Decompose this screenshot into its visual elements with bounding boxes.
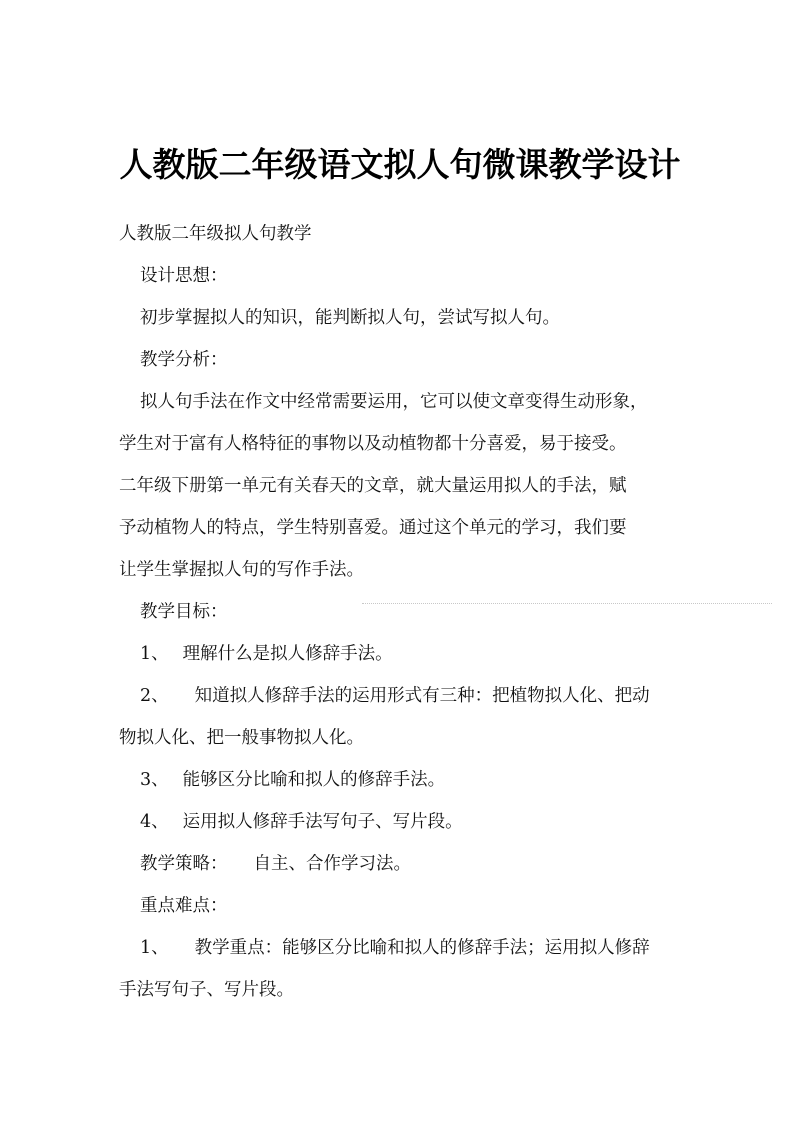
document-subtitle: 人教版二年级拟人句教学 [119, 224, 312, 244]
key-point-item-1 [140, 936, 650, 960]
analysis-line-3: 二年级下册第一单元有关春天的文章，就大量运用拟人的手法，赋 [119, 476, 627, 496]
key-points-heading: 重点难点： [140, 896, 228, 916]
objective-text: 运用拟人修辞手法写句子、写片段。 [182, 812, 463, 832]
objective-text: 理解什么是拟人修辞手法。 [182, 644, 393, 664]
strategy-text: 自主、合作学习法。 [253, 854, 411, 874]
key-point-number: 1、 [140, 938, 169, 958]
dotted-divider [362, 603, 772, 604]
objective-number: 2、 [140, 686, 169, 706]
analysis-line-4: 予动植物人的特点，学生特别喜爱。通过这个单元的学习，我们要 [119, 518, 627, 538]
objective-number: 4、 [140, 812, 169, 832]
strategy-heading: 教学策略： [140, 854, 228, 874]
objective-text: 能够区分比喻和拟人的修辞手法。 [182, 770, 446, 790]
analysis-line-2: 学生对于富有人格特征的事物以及动植物都十分喜爱，易于接受。 [119, 434, 627, 454]
objective-item-1 [140, 642, 393, 666]
key-point-item-1-continuation: 手法写句子、写片段。 [119, 980, 294, 1000]
analysis-line-1: 拟人句手法在作文中经常需要运用，它可以使文章变得生动形象， [140, 392, 648, 412]
objective-number: 3、 [140, 770, 169, 790]
design-idea-heading: 设计思想： [140, 266, 228, 286]
analysis-heading: 教学分析： [140, 350, 228, 370]
strategy-line [140, 852, 411, 876]
analysis-line-5: 让学生掌握拟人句的写作手法。 [119, 560, 364, 580]
objectives-heading: 教学目标： [140, 602, 228, 622]
key-point-text: 教学重点：能够区分比喻和拟人的修辞手法；运用拟人修辞 [194, 938, 650, 958]
objective-number: 1、 [140, 644, 169, 664]
objective-item-2 [140, 684, 650, 708]
document-title: 人教版二年级语文拟人句微课教学设计 [119, 145, 681, 184]
objective-item-3 [140, 768, 445, 792]
objective-text: 知道拟人修辞手法的运用形式有三种：把植物拟人化、把动 [194, 686, 650, 706]
objective-item-2-continuation: 物拟人化、把一般事物拟人化。 [119, 728, 364, 748]
design-idea-text: 初步掌握拟人的知识，能判断拟人句，尝试写拟人句。 [140, 308, 560, 328]
objective-item-4 [140, 810, 463, 834]
